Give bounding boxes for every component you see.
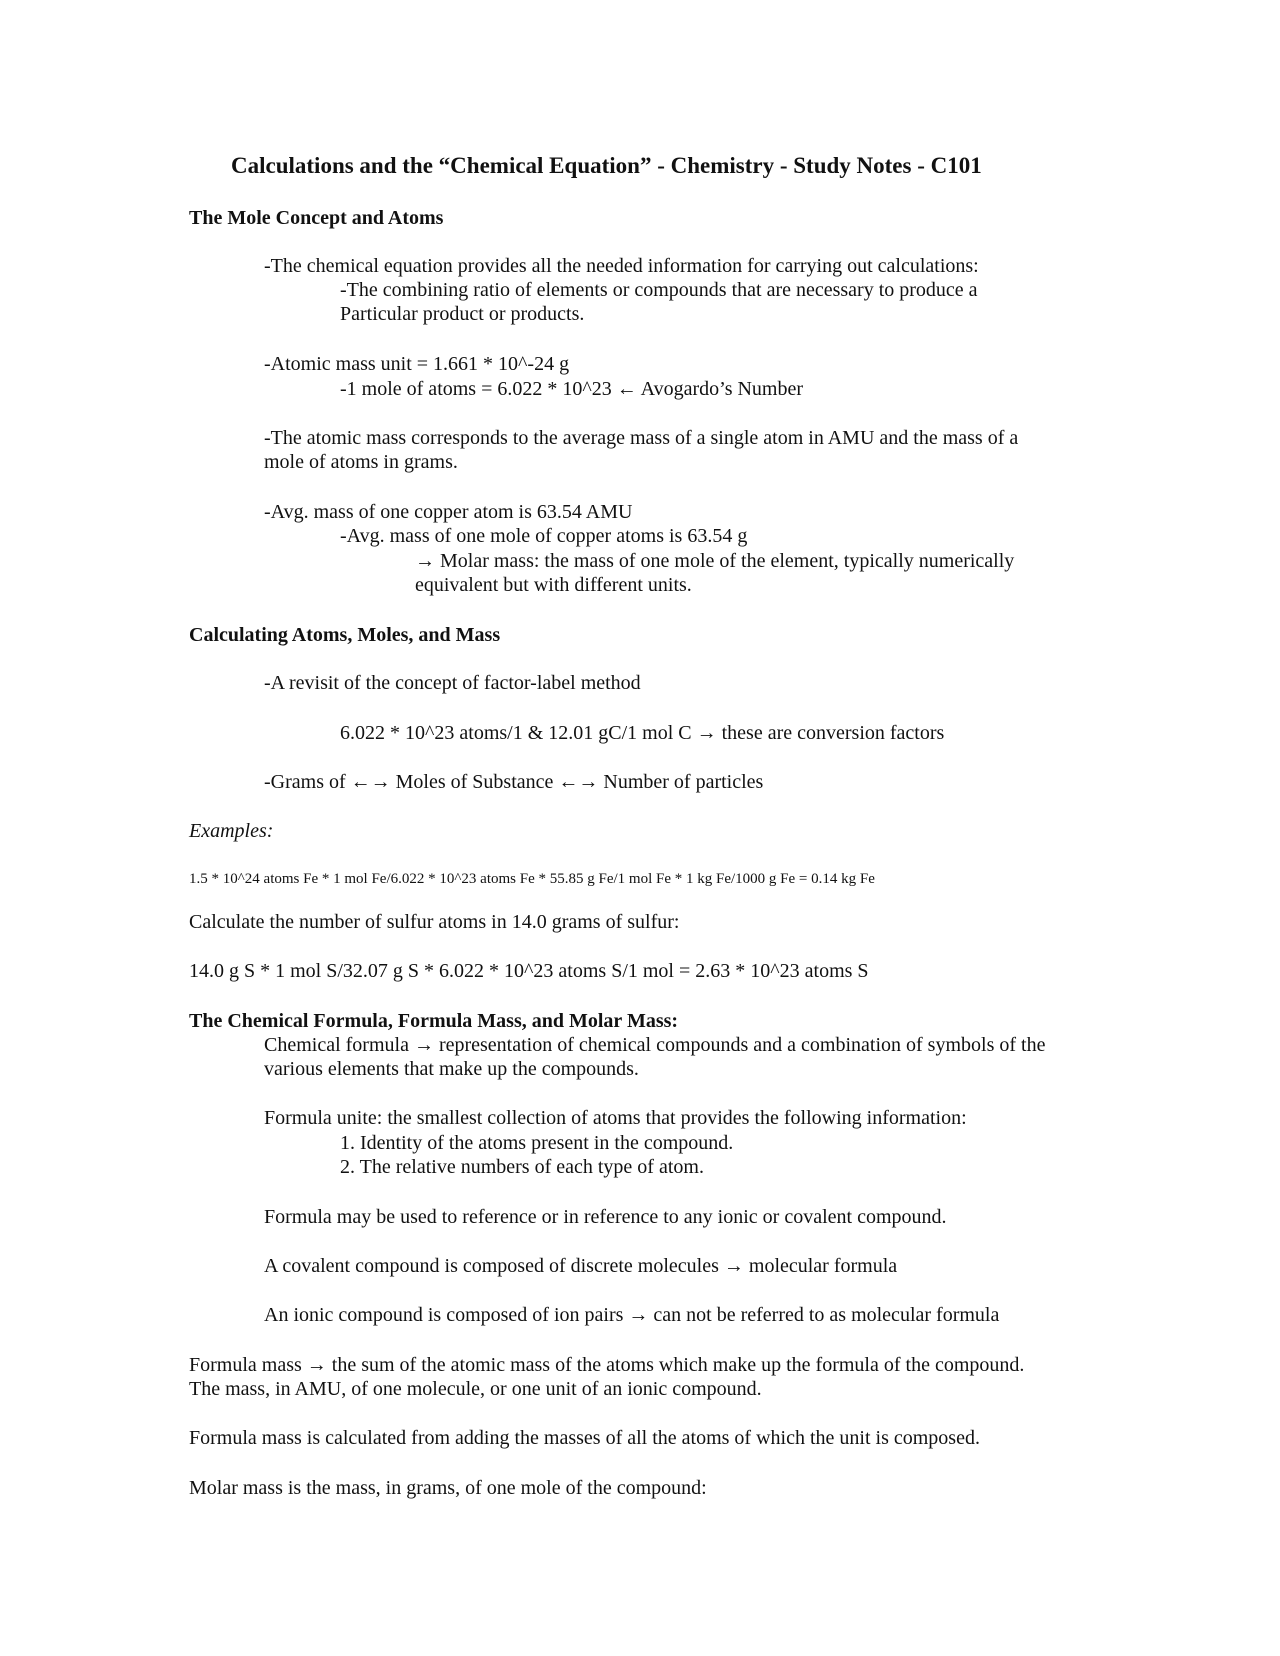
text-line: Formula unite: the smallest collection of atoms that provides the following information: [264,1107,967,1129]
text-line: The mass, in AMU, of one molecule, or one unit of an ionic compound. [189,1378,762,1400]
section-heading-calculating: Calculating Atoms, Moles, and Mass [189,624,501,646]
text-line: equivalent but with different units. [415,574,692,596]
example-sulfur-answer: 14.0 g S * 1 mol S/32.07 g S * 6.022 * 10^23 atoms S/1 mol = 2.63 * 10^23 atoms S [189,960,869,982]
text-line: -The atomic mass corresponds to the average mass of a single atom in AMU and the mass of a [264,427,1019,449]
text-line: Formula mass is calculated from adding the masses of all the atoms of which the unit is composed. [189,1427,980,1449]
text-line: Chemical formula → representation of chemical compounds and a combination of symbols of the [264,1034,1046,1056]
text-line: mole of atoms in grams. [264,451,458,473]
text-line: Formula may be used to reference or in reference to any ionic or covalent compound. [264,1206,947,1228]
text-line: Particular product or products. [340,303,585,325]
text-line: -1 mole of atoms = 6.022 * 10^23 ← Avogardo’s Number [340,378,804,400]
example-fe-conversion: 1.5 * 10^24 atoms Fe * 1 mol Fe/6.022 * 10^23 atoms Fe * 55.85 g Fe/1 mol Fe * 1 kg Fe/1000 g Fe = 0.14 kg Fe [189,871,875,887]
text-line: → Molar mass: the mass of one mole of the element, typically numerically [415,550,1015,572]
text-line: -Atomic mass unit = 1.661 * 10^-24 g [264,353,570,375]
text-line: An ionic compound is composed of ion pairs → can not be referred to as molecular formula [264,1304,1000,1326]
text-line: Molar mass is the mass, in grams, of one mole of the compound: [189,1477,707,1499]
section-heading-mole-concept: The Mole Concept and Atoms [189,207,444,229]
text-line: Formula mass → the sum of the atomic mass of the atoms which make up the formula of the compound. [189,1354,1025,1376]
text-line: -A revisit of the concept of factor-label method [264,672,641,694]
text-line: 6.022 * 10^23 atoms/1 & 12.01 gC/1 mol C → these are conversion factors [340,722,945,744]
list-item: 1. Identity of the atoms present in the compound. [340,1132,734,1154]
text-line: -Avg. mass of one mole of copper atoms is 63.54 g [340,525,748,547]
list-item: 2. The relative numbers of each type of atom. [340,1156,704,1178]
text-line: A covalent compound is composed of discrete molecules → molecular formula [264,1255,898,1277]
text-line: -Grams of ←→ Moles of Substance ←→ Number of particles [264,771,764,793]
text-line: various elements that make up the compounds. [264,1058,639,1080]
page-title: Calculations and the “Chemical Equation” - Chemistry - Study Notes - C101 [231,153,982,178]
examples-label: Examples: [189,820,274,842]
text-line: -Avg. mass of one copper atom is 63.54 AMU [264,501,633,523]
section-heading-chemical-formula: The Chemical Formula, Formula Mass, and Molar Mass: [189,1010,679,1032]
example-sulfur-question: Calculate the number of sulfur atoms in 14.0 grams of sulfur: [189,911,680,933]
text-line: -The combining ratio of elements or compounds that are necessary to produce a [340,279,978,301]
text-line: -The chemical equation provides all the needed information for carrying out calculations: [264,255,979,277]
